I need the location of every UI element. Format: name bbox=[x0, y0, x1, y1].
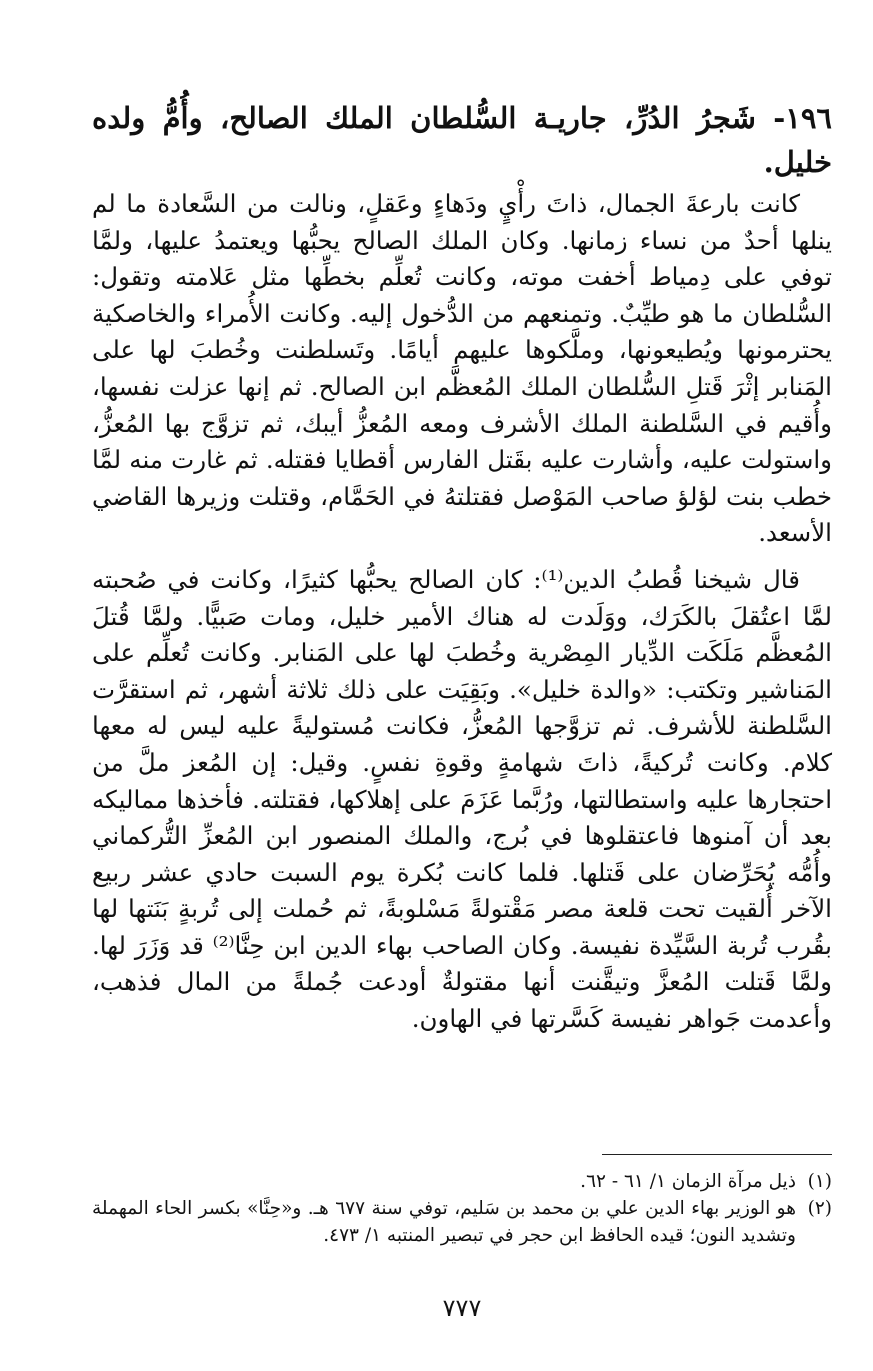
book-page bbox=[92, 96, 832, 1336]
body-paragraph-1: كانت بارعةَ الجمال، ذاتَ رأْيٍ ودَهاءٍ وعَقلٍ، ونالت من السَّعادة ما لم ينلها أحدٌ من نساء زمانها. وكان الملك الصالح يحبُّها ويعتمدُ عليها، ولمَّا توفي على دِمياط أخفت موته، وكانت تُعلِّم بخطِّها مثل عَلامته وتقول: السُّلطان ما هو طيِّبٌ. وتمنعهم من الدُّخول إليه. وكانت الأُمراء والخاصكية يحترمونها ويُطيعونها، وملَّكوها عليهم أيامًا. وتَسلطنت وخُطبَ لها على المَنابر إثْرَ قَتلِ السُّلطان الملك المُعظَّم ابن الصالح. ثم إنها عزلت نفسها، وأُقيم في السَّلطنة الملك الأشرف ومعه المُعزُّ أيبك، ثم تزوَّج بها المُعزُّ، واستولت عليه، وأشارت عليه بقَتل الفارس أقطايا فقتله. ثم غارت منه لمَّا خطب بنت لؤلؤ صاحب المَوْصل فقتلتهُ في الحَمَّام، وقتلت وزيرها القاضي الأسعد. bbox=[92, 189, 832, 548]
footnote-text: ذيل مرآة الزمان ١/ ٦١ - ٦٢. bbox=[580, 1171, 796, 1192]
footnote-separator bbox=[602, 1154, 832, 1155]
footnote-item bbox=[92, 1195, 832, 1249]
footnote-item bbox=[92, 1168, 832, 1195]
body-paragraph-2: قال شيخنا قُطبُ الدين⁽¹⁾: كان الصالح يحبُّها كثيرًا، وكانت في صُحبته لمَّا اعتُقلَ بالكَرَك، ووَلَدت له هناك الأمير خليل، ومات صَبيًّا. ولمَّا قُتلَ المُعظَّم مَلَكَت الدِّيار المِصْرية وخُطبَ لها على المَنابر. وكانت تُعلِّم على المَناشير وتكتب: «والدة خليل». وبَقِيَت على ذلك ثلاثة أشهر، ثم استقرَّت السَّلطنة للأشرف. ثم تزوَّجها المُعزُّ، فكانت مُستوليةً عليه ليس له معها كلام. وكانت تُركيةً، ذاتَ شهامةٍ وقوةِ نفسٍ. وقيل: إن المُعز ملَّ من احتجارها عليه واستطالتها، ورُبَّما عَزَمَ على إهلاكها، فقتلته. فأخذها مماليكه بعد أن آمنوها فاعتقلوها في بُرج، والملك المنصور ابن المُعزِّ التُّركماني وأُمُّه يُحَرِّضان على قَتلها. فلما كانت بُكرة يوم السبت حادي عشر ربيع الآخر أُلقيت تحت قلعة مصر مَقْتولةً مَسْلوبةً، ثم حُملت إلى تُربةٍ بَنَتها لها بقُرب تُربة السَّيِّدة نفيسة. وكان الصاحب بهاء الدين ابن حِنَّا⁽²⁾ قد وَزَرَ لها. ولمَّا قَتلت المُعزَّ وتيقَّنت أنها مقتولةٌ أودعت جُملةً من المال فذهب، وأعدمت جَواهر نفيسة كَسَّرتها في الهاون. bbox=[92, 564, 832, 1034]
footnotes-list bbox=[92, 1168, 832, 1249]
footnote-text: هو الوزير بهاء الدين علي بن محمد بن سَليم، توفي سنة ٦٧٧ هـ. و«حِنَّا» بكسر الحاء المهملة وتشديد النون؛ قيده الحافظ ابن حجر في تبصير المنتبه ١/ ٤٧٣. bbox=[92, 1198, 796, 1246]
page-number: ٧٧٧ bbox=[442, 1294, 482, 1322]
footnote-marker: (١) bbox=[807, 1171, 832, 1192]
footnote-marker: (٢) bbox=[807, 1198, 832, 1219]
entry-title: ١٩٦- شَجرُ الدُرِّ، جاريـة السُّلطان الملك الصالح، وأُمُّ ولده خليل. bbox=[92, 101, 832, 179]
